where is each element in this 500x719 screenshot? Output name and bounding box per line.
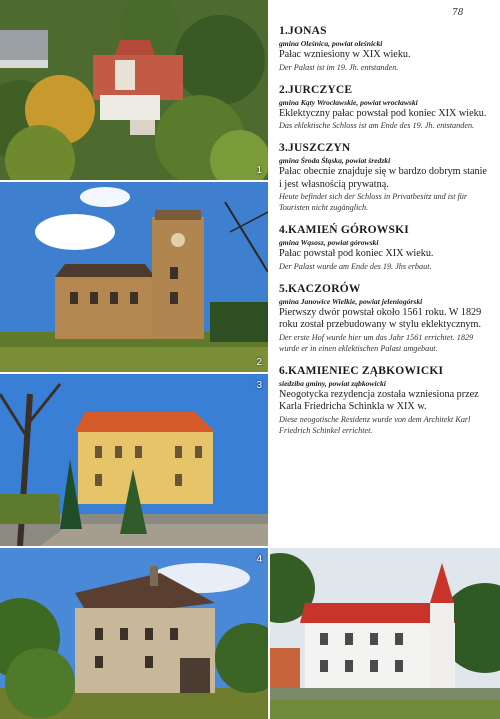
entry-subtitle: gmina Oleśnica, powiat oleśnicki <box>279 39 383 48</box>
entry-kamieniec-zabkowicki <box>279 364 491 436</box>
entry-text-german: Der Palast wurde am Ende des 19. Jhs erbaut. <box>279 261 432 271</box>
photo-juszczyn-image <box>0 374 268 546</box>
photo-jonas <box>0 0 268 180</box>
photo-jurczyce <box>0 182 268 372</box>
entry-title: 6.KAMIENIEC ZĄBKOWICKI <box>279 364 444 377</box>
entry-text-german: Diese neogotische Residenz wurde von dem Architekt Karl Friedrich Schinkel errichtet. <box>279 414 471 435</box>
entry-jurczyce <box>279 83 491 132</box>
entry-subtitle: siedziba gminy, powiat ząbkowicki <box>279 378 386 388</box>
page-number: 78 <box>452 8 464 18</box>
entry-title: 2.JURCZYCE <box>279 83 353 96</box>
entry-text-polish: Eklektyczny pałac powstał pod koniec XIX wieku. <box>279 107 487 119</box>
photo-number-3: 3 <box>256 380 262 391</box>
photo-kamien-gorowski <box>0 548 268 719</box>
photo-jurczyce-image <box>0 182 268 372</box>
entry-title: 1.JONAS <box>279 25 327 37</box>
photo-kamieniec-zabkowicki-image <box>270 548 500 719</box>
entry-text-polish: Pałac powstał pod koniec XIX wieku. <box>279 248 434 259</box>
text-column <box>279 24 491 446</box>
entry-text-polish: Pałac wzniesiony w XIX wieku. <box>279 49 411 60</box>
entry-title: 4.KAMIEŃ GÓROWSKI <box>279 224 409 236</box>
entry-text-german: Der Palast ist im 19. Jh. entstanden. <box>279 62 399 72</box>
entry-text-polish: Pierwszy dwór powstał około 1561 roku. W 1829 roku został przebudowany w stylu eklektycznym. <box>279 306 482 330</box>
entry-subtitle: gmina Środa Śląska, powiat średzki <box>279 156 391 165</box>
entry-text-german: Heute befindet sich der Schloss in Privatbesitz und ist für Touristen nicht zugänglich. <box>279 192 468 212</box>
photo-kamien-gorowski-image <box>0 548 268 719</box>
entry-text-german: Der erste Hof wurde hier um das Jahr 1561 errichtet. 1829 wurde er in einen eklektischen Palast umgebaut. <box>279 332 474 353</box>
photo-number-4: 4 <box>256 554 262 565</box>
entry-juszczyn <box>279 141 491 213</box>
entry-text-polish: Neogotycka rezydencja została wzniesiona przez Karla Friedricha Schinkla w XIX w. <box>279 388 479 412</box>
entry-title: 5.KACZORÓW <box>279 282 361 295</box>
entry-text-german: Das eklektische Schloss ist am Ende des 19. Jh. entstanden. <box>279 121 475 130</box>
entry-subtitle: gmina Wąsosz, powiat górowski <box>279 238 379 247</box>
photo-number-1: 1 <box>256 165 262 176</box>
entry-text-polish: Pałac obecnie znajduje się w bardzo dobrym stanie i jest własnością prywatną. <box>279 166 487 190</box>
photo-jonas-image <box>0 0 268 180</box>
entry-subtitle: gmina Janowice Wielkie, powiat jeleniogórski <box>279 296 423 306</box>
photo-number-2: 2 <box>256 357 262 368</box>
entry-jonas <box>279 24 491 73</box>
photo-kamieniec-zabkowicki <box>270 548 500 719</box>
entry-kaczorow <box>279 282 491 354</box>
photo-juszczyn <box>0 374 268 546</box>
entry-title: 3.JUSZCZYN <box>279 142 351 154</box>
entry-kamien-gorowski <box>279 223 491 272</box>
entry-subtitle: gmina Kąty Wrocławskie, powiat wrocławski <box>279 97 418 107</box>
